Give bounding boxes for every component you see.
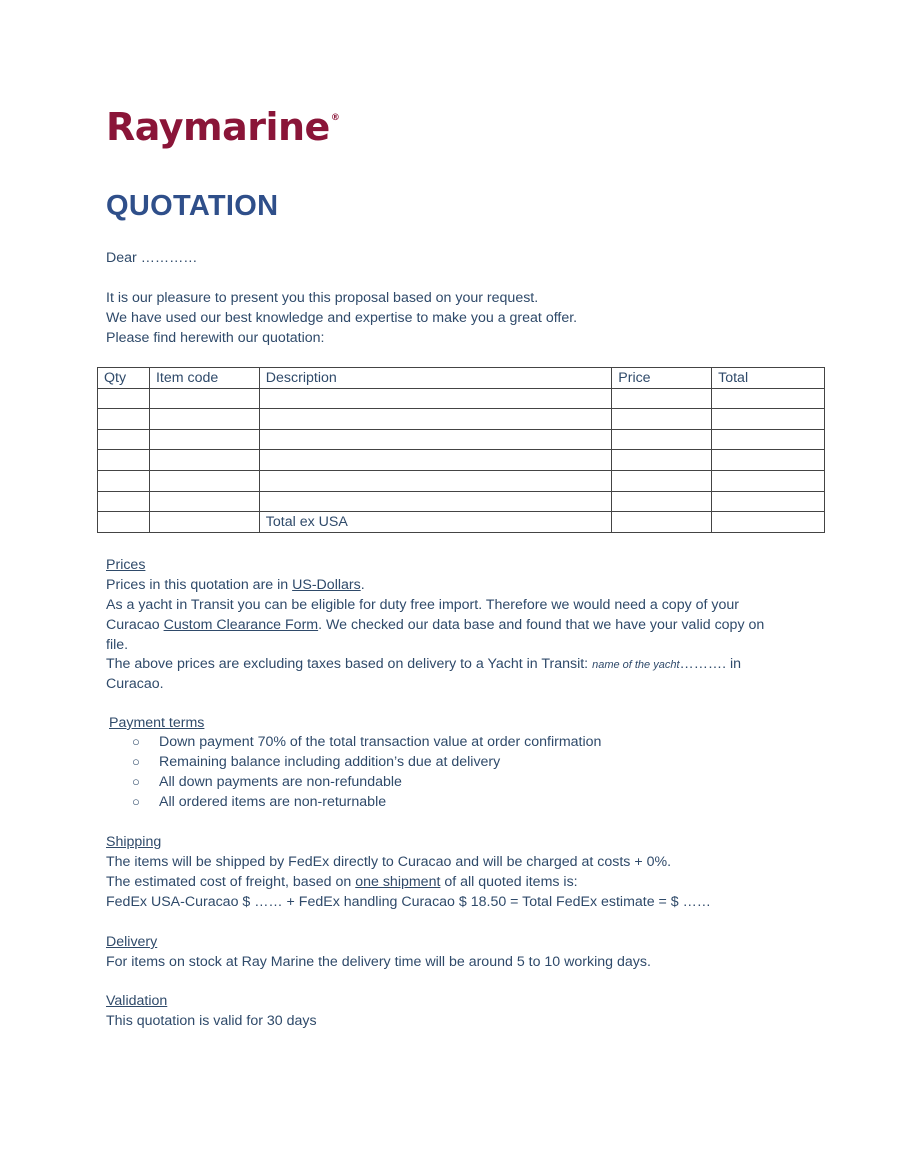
- greeting: Dear …………: [106, 250, 198, 266]
- table-cell: [259, 388, 611, 409]
- table-cell: [259, 409, 611, 430]
- prices-line-1: Prices in this quotation are in US-Dollars.: [106, 577, 365, 593]
- table-cell: [149, 450, 259, 471]
- table-row: [98, 450, 825, 471]
- delivery-heading: Delivery: [106, 934, 158, 950]
- raymarine-logo: Raymarine®: [106, 105, 340, 149]
- column-header-item-code: Item code: [149, 368, 259, 389]
- shipping-line-3: FedEx USA-Curacao $ …… + FedEx handling Curacao $ 18.50 = Total FedEx estimate = $ ……: [106, 894, 711, 910]
- circle-bullet-icon: ○: [132, 754, 140, 769]
- page-title: QUOTATION: [106, 190, 279, 222]
- prices-heading: Prices: [106, 557, 146, 573]
- prices-line-2: As a yacht in Transit you can be eligible for duty free import. Therefore we would need a copy of your: [106, 597, 739, 613]
- payment-terms-heading: Payment terms: [109, 715, 205, 731]
- shipping-heading: Shipping: [106, 834, 162, 850]
- table-cell: [98, 512, 150, 533]
- column-header-qty: Qty: [98, 368, 150, 389]
- table-row: [98, 388, 825, 409]
- table-cell: [259, 450, 611, 471]
- table-cell: [712, 429, 825, 450]
- list-item: ○ All down payments are non-refundable: [132, 774, 402, 790]
- list-item: ○ All ordered items are non-returnable: [132, 794, 387, 810]
- table-cell: [612, 470, 712, 491]
- table-cell: [259, 429, 611, 450]
- column-header-description: Description: [259, 368, 611, 389]
- table-cell: [712, 512, 825, 533]
- table-cell: [149, 429, 259, 450]
- delivery-line-1: For items on stock at Ray Marine the delivery time will be around 5 to 10 working days.: [106, 954, 651, 970]
- table-cell: [259, 470, 611, 491]
- table-cell: [149, 409, 259, 430]
- validation-line-1: This quotation is valid for 30 days: [106, 1013, 317, 1029]
- table-cell: [149, 491, 259, 512]
- circle-bullet-icon: ○: [132, 774, 140, 789]
- prices-line-4: file.: [106, 637, 129, 653]
- table-cell: [98, 409, 150, 430]
- intro-line-3: Please find herewith our quotation:: [106, 330, 325, 346]
- table-cell: [259, 491, 611, 512]
- table-cell: [612, 512, 712, 533]
- intro-line-1: It is our pleasure to present you this proposal based on your request.: [106, 290, 539, 306]
- table-row: [98, 491, 825, 512]
- shipping-line-2: The estimated cost of freight, based on one shipment of all quoted items is:: [106, 874, 578, 890]
- custom-clearance-form-link[interactable]: Custom Clearance Form: [163, 617, 319, 633]
- list-item: ○ Down payment 70% of the total transaction value at order confirmation: [132, 734, 602, 750]
- table-cell: [612, 450, 712, 471]
- column-header-total: Total: [712, 368, 825, 389]
- us-dollars-link[interactable]: US-Dollars: [292, 577, 361, 593]
- table-cell: [712, 450, 825, 471]
- circle-bullet-icon: ○: [132, 794, 140, 809]
- table-cell: [98, 429, 150, 450]
- table-row: [98, 429, 825, 450]
- table-cell: [98, 388, 150, 409]
- intro-line-2: We have used our best knowledge and expertise to make you a great offer.: [106, 310, 578, 326]
- validation-heading: Validation: [106, 993, 168, 1009]
- table-cell: [612, 429, 712, 450]
- table-row: [98, 470, 825, 491]
- table-row: [98, 409, 825, 430]
- column-header-price: Price: [612, 368, 712, 389]
- yacht-name-placeholder: name of the yacht: [592, 659, 680, 671]
- table-cell: [612, 388, 712, 409]
- prices-line-3: Curacao Custom Clearance Form. We checked our data base and found that we have your valid copy on: [106, 617, 765, 633]
- list-item: ○ Remaining balance including addition’s due at delivery: [132, 754, 501, 770]
- table-cell: [612, 409, 712, 430]
- prices-line-6: Curacao.: [106, 676, 164, 692]
- table-cell: [98, 470, 150, 491]
- table-cell: [98, 450, 150, 471]
- table-cell: [149, 512, 259, 533]
- one-shipment-link[interactable]: one shipment: [355, 874, 441, 890]
- quotation-table: [97, 367, 825, 533]
- table-cell: [712, 388, 825, 409]
- table-cell: [712, 409, 825, 430]
- table-cell: [712, 491, 825, 512]
- shipping-line-1: The items will be shipped by FedEx directly to Curacao and will be charged at costs + 0%.: [106, 854, 672, 870]
- prices-line-5: The above prices are excluding taxes based on delivery to a Yacht in Transit: name of the yacht………. in: [106, 656, 742, 672]
- total-ex-usa-label: Total ex USA: [259, 512, 611, 533]
- table-cell: [712, 470, 825, 491]
- payment-terms-list: [106, 732, 601, 812]
- table-cell: [149, 470, 259, 491]
- table-header-row: [98, 368, 825, 389]
- circle-bullet-icon: ○: [132, 734, 140, 749]
- table-cell: [612, 491, 712, 512]
- table-cell: [98, 491, 150, 512]
- table-total-row: [98, 512, 825, 533]
- table-cell: [149, 388, 259, 409]
